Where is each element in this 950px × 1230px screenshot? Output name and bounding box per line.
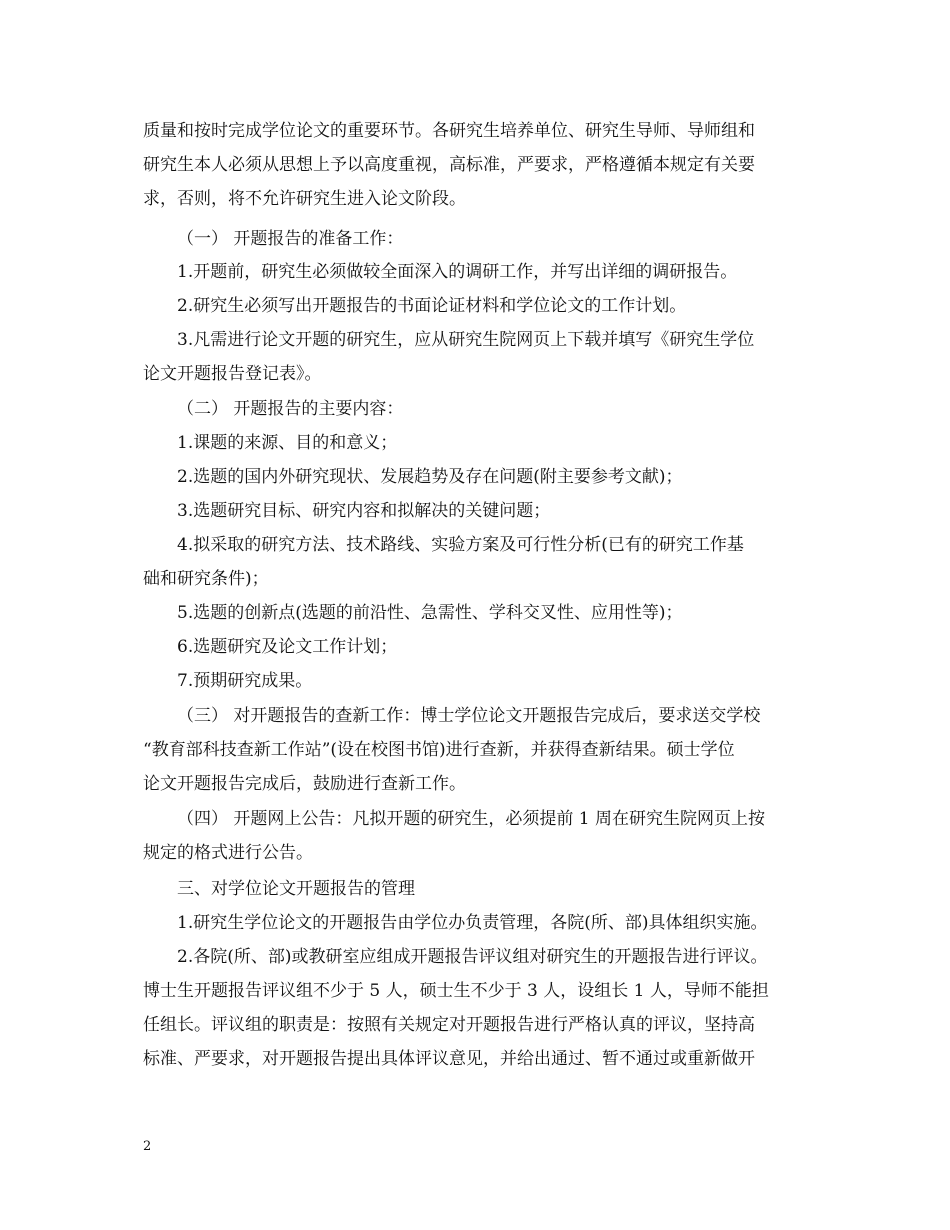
section-heading: 三、对学位论文开题报告的管理 [177,879,415,899]
text-line: 任组长。评议组的职责是：按照有关规定对开题报告进行严格认真的评议，坚持高 [143,1015,755,1035]
text-line: 博士生开题报告评议组不少于 5 人，硕士生不少于 3 人，设组长 1 人，导师不能担 [143,981,769,1001]
list-item: 2.选题的国内外研究现状、发展趋势及存在问题(附主要参考文献)； [177,467,683,487]
section-heading: （四） 开题网上公告：凡拟开题的研究生，必须提前 1 周在研究生院网页上按 [177,809,766,829]
text-line: 规定的格式进行公告。 [143,843,313,863]
section-heading: （一） 开题报告的准备工作： [177,229,404,249]
list-item: 5.选题的创新点(选题的前沿性、急需性、学科交叉性、应用性等)； [177,603,683,623]
list-item: 3.凡需进行论文开题的研究生，应从研究生院网页上下载并填写《研究生学位 [177,330,755,350]
section-heading: （三） 对开题报告的查新工作：博士学位论文开题报告完成后，要求送交学校 [177,706,761,726]
text-line: 标准、严要求，对开题报告提出具体评议意见，并给出通过、暂不通过或重新做开 [143,1049,755,1069]
list-item: 1.开题前，研究生必须做较全面深入的调研工作，并写出详细的调研报告。 [177,262,738,282]
list-item: 2.研究生必须写出开题报告的书面论证材料和学位论文的工作计划。 [177,296,687,316]
text-line: 质量和按时完成学位论文的重要环节。各研究生培养单位、研究生导师、导师组和 [143,121,755,141]
text-line: 求，否则，将不允许研究生进入论文阶段。 [143,189,466,209]
list-item: 4.拟采取的研究方法、技术路线、实验方案及可行性分析(已有的研究工作基 [177,535,744,555]
text-line: 论文开题报告登记表》。 [143,364,322,384]
text-line: 础和研究条件)； [143,569,269,589]
page-number: 2 [143,1139,152,1154]
list-item: 1.研究生学位论文的开题报告由学位办负责管理，各院(所、部)具体组织实施。 [177,913,768,933]
text-line: 研究生本人必须从思想上予以高度重视，高标准，严要求，严格遵循本规定有关要 [143,155,755,175]
list-item: 6.选题研究及论文工作计划； [177,637,398,657]
list-item: 3.选题研究目标、研究内容和拟解决的关键问题； [177,501,551,521]
list-item: 1.课题的来源、目的和意义； [177,433,398,453]
list-item: 2.各院(所、部)或教研室应组成开题报告评议组对研究生的开题报告进行评议。 [177,947,768,967]
text-line: 论文开题报告完成后，鼓励进行查新工作。 [143,774,466,794]
list-item: 7.预期研究成果。 [177,671,313,691]
section-heading: （二） 开题报告的主要内容： [177,399,404,419]
text-line: “教育部科技查新工作站”(设在校图书馆)进行查新，并获得查新结果。硕士学位 [143,740,735,760]
